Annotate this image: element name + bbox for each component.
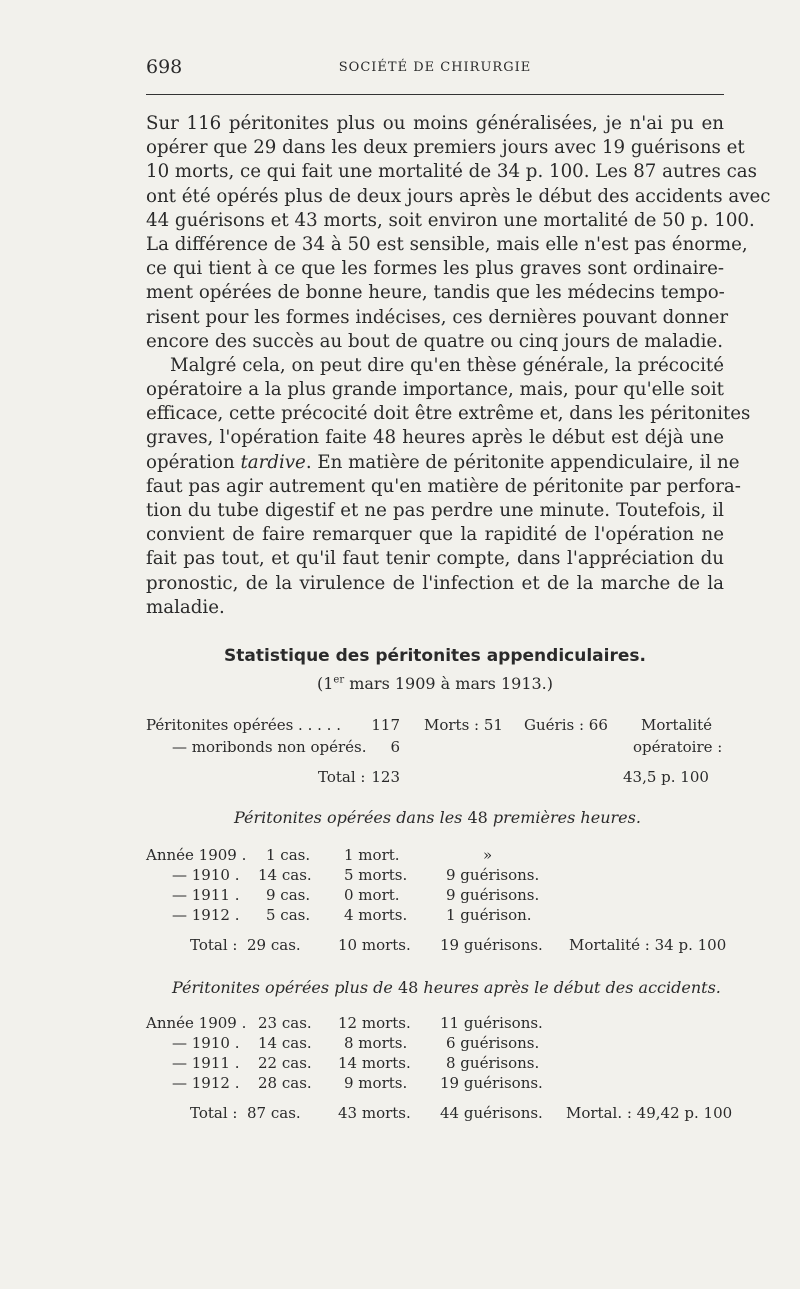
heading-number: 48	[467, 808, 488, 827]
summary-moribund-count: 6	[390, 738, 400, 756]
running-title: SOCIÉTÉ DE CHIRURGIE	[338, 60, 532, 75]
header-rule	[146, 94, 724, 95]
heading-part: heures après le début des accidents.	[418, 978, 721, 997]
text-line: opératoire a la plus grande importance, mais, pour qu'elle soit	[146, 379, 724, 401]
text-fragment: opération	[146, 451, 241, 473]
heading-part: Péritonites opérées plus de	[172, 978, 398, 997]
page-number: 698	[146, 56, 183, 78]
text-line: efficace, cette précocité doit être extrême et, dans les péritonites	[146, 403, 751, 425]
text-line: ont été opérés plus de deux jours après le début des accidents avec	[146, 185, 771, 207]
table-row-year: — 1910 .	[172, 1034, 240, 1052]
text-line: fait pas tout, et qu'il faut tenir compte, dans l'appréciation du	[146, 548, 724, 570]
table-row-year: — 1911 .	[172, 886, 240, 904]
table-row-guerisons: 9 guérisons.	[446, 866, 540, 884]
text-line: encore des succès au bout de quatre ou cinq jours de maladie.	[146, 330, 723, 352]
heading-number: 48	[397, 978, 419, 997]
text-line: Sur 116 péritonites plus ou moins généralisées, je n'ai pu en	[146, 113, 724, 134]
heading-part: Péritonites opérées dans les	[234, 808, 468, 827]
text-line: risent pour les formes indécises, ces dernières pouvant donner	[146, 306, 729, 328]
table-row-guerisons: 8 guérisons.	[446, 1054, 540, 1072]
summary-total-label: Total :	[318, 768, 366, 786]
summary-gueris: Guéris : 66	[524, 716, 608, 734]
table-row-morts: 1 mort.	[344, 846, 400, 864]
text-line: maladie.	[146, 596, 225, 618]
table-row-cas: 1 cas.	[266, 846, 311, 864]
table-row-morts: 9 morts.	[344, 1074, 408, 1092]
table-total-guerisons: 44 guérisons.	[440, 1104, 543, 1122]
heading-part: premières heures.	[487, 808, 641, 827]
summary-morts: Morts : 51	[424, 716, 503, 734]
table-total-mortalite: Mortalité : 34 p. 100	[569, 936, 727, 954]
table-row-guerisons: 1 guérison.	[446, 906, 532, 924]
italic-word: tardive	[240, 451, 306, 473]
summary-operatoire-label: opératoire :	[633, 738, 723, 756]
text-line: opérer que 29 dans les deux premiers jours avec 19 guérisons et	[146, 137, 745, 159]
table-row-morts: 5 morts.	[344, 866, 408, 884]
text-line-mixed	[146, 451, 740, 475]
page-header	[146, 56, 724, 82]
text-line: 44 guérisons et 43 morts, soit environ une mortalité de 50 p. 100.	[146, 209, 755, 231]
subtitle-part: mars 1909 à mars 1913.)	[344, 674, 553, 693]
summary-total-count: 123	[371, 768, 400, 786]
summary-operated-count: 117	[371, 716, 400, 734]
text-line: tion du tube digestif et ne pas perdre une minute. Toutefois, il	[146, 500, 724, 521]
body-paragraphs	[146, 112, 771, 620]
text-line: faut pas agir autrement qu'en matière de péritonite par perfora-	[146, 475, 741, 497]
table-total-cas: 87 cas.	[247, 1104, 301, 1122]
summary-total-rate: 43,5 p. 100	[623, 768, 709, 786]
subtitle-superscript: er	[333, 674, 345, 686]
table-row-year: Année 1909 .	[146, 1014, 247, 1032]
table-row-morts: 12 morts.	[338, 1014, 411, 1032]
summary-moribund-label: — moribonds non opérés.	[172, 738, 367, 756]
text-line: pronostic, de la virulence de l'infection et de la marche de la	[146, 572, 724, 594]
table-row-guerisons: 11 guérisons.	[440, 1014, 543, 1032]
summary-operated-label: Péritonites opérées . . . . .	[146, 716, 341, 734]
table-row-guerisons: 6 guérisons.	[446, 1034, 540, 1052]
table-row-cas: 23 cas.	[258, 1014, 312, 1032]
table-row-year: — 1912 .	[172, 906, 240, 924]
subtitle-part: (1	[317, 674, 334, 693]
table-row-cas: 22 cas.	[258, 1054, 312, 1072]
table-total-cas: 29 cas.	[247, 936, 301, 954]
table-row-year: — 1910 .	[172, 866, 240, 884]
table-row-cas: 5 cas.	[266, 906, 311, 924]
text-line: convient de faire remarquer que la rapidité de l'opération ne	[146, 524, 724, 546]
table-row-morts: 0 mort.	[344, 886, 400, 904]
table-row-guerisons: 9 guérisons.	[446, 886, 540, 904]
table-total-morts: 10 morts.	[338, 936, 411, 954]
table-row-year: Année 1909 .	[146, 846, 247, 864]
text-line: ment opérées de bonne heure, tandis que les médecins tempo-	[146, 282, 725, 304]
table-total-morts: 43 morts.	[338, 1104, 411, 1122]
text-fragment: . En matière de péritonite appendiculaire, il ne	[305, 451, 740, 473]
table-total-label: Total :	[190, 1104, 238, 1122]
table-row-year: — 1911 .	[172, 1054, 240, 1072]
text-line: graves, l'opération faite 48 heures après le début est déjà une	[146, 427, 724, 449]
text-line: ce qui tient à ce que les formes les plus graves sont ordinaire-	[146, 258, 724, 280]
section-heading-late	[172, 978, 721, 997]
table-row-cas: 9 cas.	[266, 886, 311, 904]
table-row-guerisons: 19 guérisons.	[440, 1074, 543, 1092]
text-line: 10 morts, ce qui fait une mortalité de 34 p. 100. Les 87 autres cas	[146, 161, 757, 183]
table-row-morts: 14 morts.	[338, 1054, 411, 1072]
table-total-mortalite: Mortal. : 49,42 p. 100	[566, 1104, 733, 1122]
table-row-year: — 1912 .	[172, 1074, 240, 1092]
table-row-morts: 8 morts.	[344, 1034, 408, 1052]
stats-title: Statistique des péritonites appendiculaires.	[224, 646, 646, 666]
table-row-guerisons: »	[483, 846, 493, 864]
table-total-label: Total :	[190, 936, 238, 954]
text-line: La différence de 34 à 50 est sensible, mais elle n'est pas énorme,	[146, 233, 748, 255]
text-line: Malgré cela, on peut dire qu'en thèse générale, la précocité	[170, 354, 724, 376]
table-row-morts: 4 morts.	[344, 906, 408, 924]
stats-subtitle	[146, 674, 724, 693]
summary-mortalite-label: Mortalité	[641, 716, 713, 734]
table-total-guerisons: 19 guérisons.	[440, 936, 543, 954]
table-row-cas: 14 cas.	[258, 1034, 312, 1052]
section-heading-early	[234, 808, 641, 827]
table-row-cas: 28 cas.	[258, 1074, 312, 1092]
table-row-cas: 14 cas.	[258, 866, 312, 884]
